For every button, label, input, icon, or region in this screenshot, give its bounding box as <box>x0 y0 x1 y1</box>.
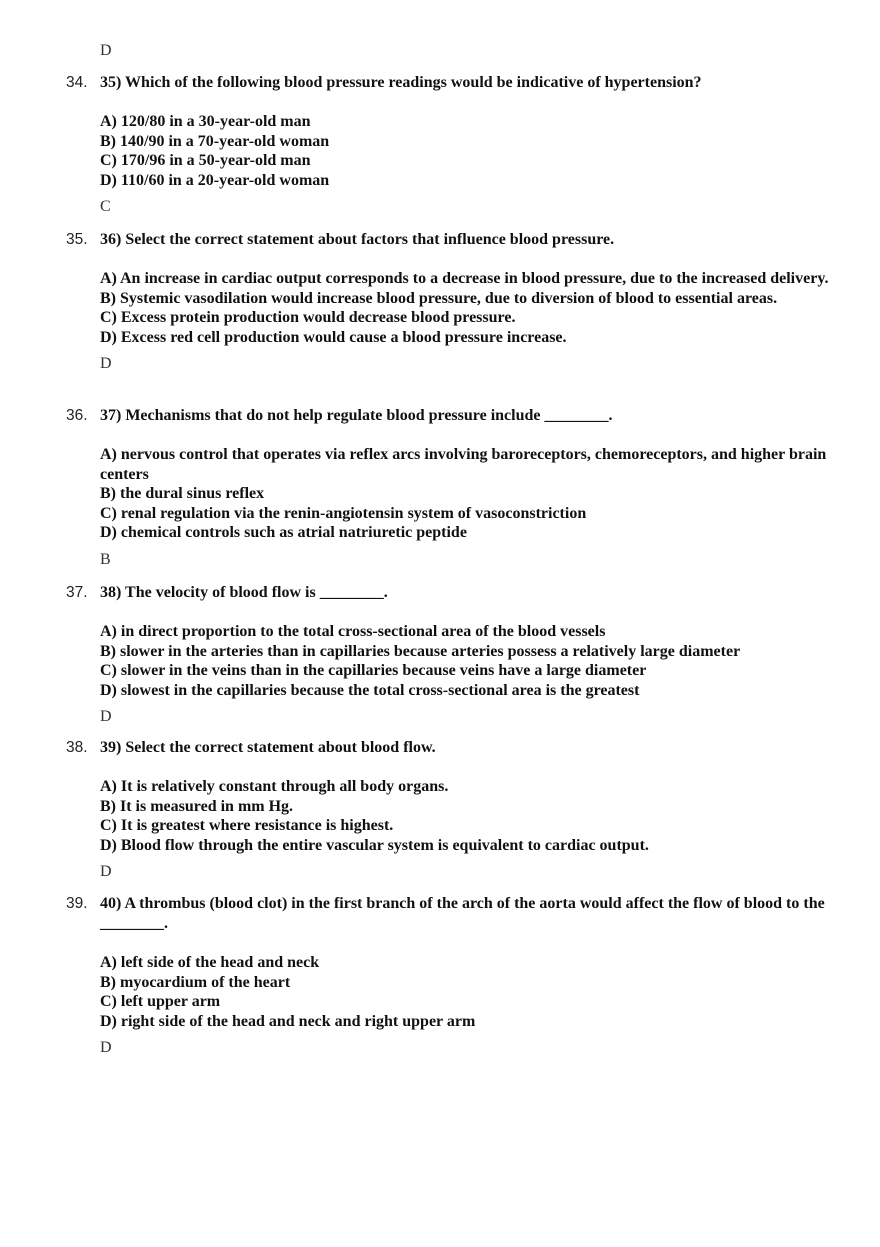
option-c: C) Excess protein production would decrease blood pressure. <box>100 309 516 327</box>
option-list <box>100 777 840 855</box>
question-text: 36) Select the correct statement about factors that influence blood pressure. <box>100 231 615 248</box>
question-number: 38. <box>66 739 88 756</box>
question-text: 38) The velocity of blood flow is ________. <box>100 584 388 601</box>
question-body <box>100 230 840 374</box>
option-c: C) It is greatest where resistance is highest. <box>100 817 394 835</box>
option-b: B) myocardium of the heart <box>100 973 291 991</box>
question-body <box>100 583 840 727</box>
option-d: D) right side of the head and neck and right upper arm <box>100 1012 476 1030</box>
option-list <box>100 445 840 543</box>
option-b: B) It is measured in mm Hg. <box>100 797 294 815</box>
option-d: D) 110/60 in a 20-year-old woman <box>100 171 330 189</box>
option-c: C) left upper arm <box>100 993 221 1011</box>
option-b: B) the dural sinus reflex <box>100 485 265 503</box>
question-body <box>100 894 840 1058</box>
option-a: A) left side of the head and neck <box>100 954 320 971</box>
question-text: 35) Which of the following blood pressure readings would be indicative of hypertension? <box>100 74 702 91</box>
option-a: A) nervous control that operates via reflex arcs involving baroreceptors, chemoreceptors, and higher brain centers <box>100 446 827 483</box>
question-number: 34. <box>66 74 88 91</box>
option-d: D) Excess red cell production would cause a blood pressure increase. <box>100 328 567 346</box>
option-c: C) slower in the veins than in the capillaries because veins have a large diameter <box>100 662 647 680</box>
option-a: A) It is relatively constant through all body organs. <box>100 778 449 795</box>
question-body <box>100 406 840 570</box>
question-number: 37. <box>66 584 88 601</box>
option-c: C) renal regulation via the renin-angiotensin system of vasoconstriction <box>100 504 587 522</box>
option-list <box>100 112 840 190</box>
option-d: D) chemical controls such as atrial natriuretic peptide <box>100 524 467 542</box>
answer-key: D <box>100 1039 112 1057</box>
option-d: D) slowest in the capillaries because the total cross-sectional area is the greatest <box>100 681 640 699</box>
answer-key: D <box>100 863 112 881</box>
option-a: A) 120/80 in a 30-year-old man <box>100 113 311 130</box>
option-list <box>100 269 840 347</box>
option-d: D) Blood flow through the entire vascular system is equivalent to cardiac output. <box>100 836 649 854</box>
option-a: A) in direct proportion to the total cross-sectional area of the blood vessels <box>100 623 606 640</box>
answer-key: B <box>100 550 111 568</box>
option-b: B) 140/90 in a 70-year-old woman <box>100 132 330 150</box>
question-number: 39. <box>66 895 88 912</box>
option-c: C) 170/96 in a 50-year-old man <box>100 152 311 170</box>
option-b: B) Systemic vasodilation would increase blood pressure, due to diversion of blood to essential areas. <box>100 289 778 307</box>
question-body <box>100 73 840 217</box>
question-text: 40) A thrombus (blood clot) in the first branch of the arch of the aorta would affect the flow of blood to the ________. <box>100 895 825 932</box>
answer-key: D <box>100 708 112 726</box>
question-number: 36. <box>66 407 88 424</box>
answer-key: C <box>100 198 111 216</box>
previous-answer: D <box>100 42 112 59</box>
question-number: 35. <box>66 231 88 248</box>
question-text: 37) Mechanisms that do not help regulate blood pressure include ________. <box>100 407 613 424</box>
question-body <box>100 738 840 882</box>
option-b: B) slower in the arteries than in capillaries because arteries possess a relatively large diameter <box>100 642 741 660</box>
option-a: A) An increase in cardiac output corresponds to a decrease in blood pressure, due to the increased delivery. <box>100 270 829 287</box>
answer-key: D <box>100 355 112 373</box>
question-text: 39) Select the correct statement about blood flow. <box>100 739 436 756</box>
option-list <box>100 953 840 1031</box>
option-list <box>100 622 840 700</box>
